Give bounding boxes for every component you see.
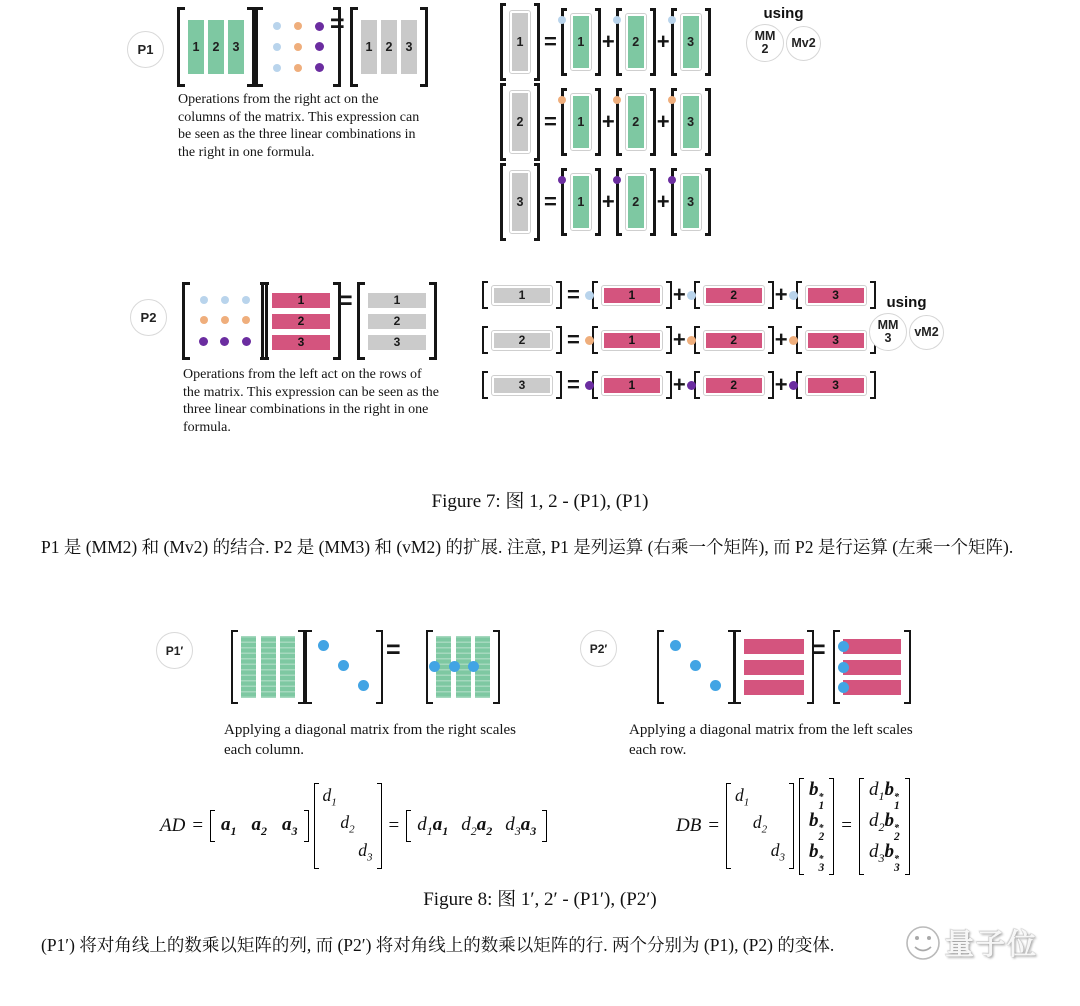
plus-sign: + [656,189,670,214]
bracket-left [357,282,365,360]
scale-dot [468,661,479,672]
using-label: using [886,294,927,311]
matrix-row: 1 [272,293,330,308]
matrix-column [241,636,256,698]
equals-sign: = [567,327,580,352]
plus-sign: + [774,327,788,352]
p2prime-badge [580,630,617,667]
plus-sign: + [656,29,670,54]
row-label: 2 [706,333,762,348]
bracket-left [350,7,358,87]
p2-using [869,294,944,351]
equals-sign: = [544,29,557,54]
equation-term [616,168,656,236]
equals-sign: = [708,815,720,836]
p1-badge [127,31,164,68]
equals-sign: = [544,189,557,214]
coefficient-dot [687,336,696,345]
diagonal-dots [667,633,725,701]
equals-sign: = [388,815,400,836]
using-label: using [763,5,804,22]
equation-row [500,2,711,82]
column-label: 2 [628,176,644,228]
equation-term [687,371,774,399]
bracket-left [657,630,664,704]
bracket-right [298,630,305,704]
equation-term [616,88,656,156]
equals-sign: = [386,636,401,664]
column-label: 3 [512,173,528,231]
coefficient-dot [789,291,798,300]
result-vector: $d_1a_1$ $d_2a_2$ $d_3a_3$ [406,810,547,843]
equation-row [482,280,876,310]
column-vector: b * 1 b * 2 b * 3 [799,778,834,875]
equals-sign: = [192,815,204,836]
matrix-row [744,639,804,654]
equation-term [561,8,601,76]
column-label: 3 [683,16,699,68]
p1prime-matrix-a [231,630,305,704]
plus-sign: + [601,109,615,134]
bracket-left [305,630,312,704]
equation-term [687,281,774,309]
bracket-right [493,630,500,704]
equation-term [585,371,672,399]
paragraph-2: (P1′) 将对角线上的数乘以矩阵的列, 而 (P2′) 将对角线上的数乘以矩阵的行. 两个分别为 (P1), (P2) 的变体. [41,935,835,955]
coefficient-dot [668,176,676,184]
equals-sign: = [544,109,557,134]
scale-dot [429,661,440,672]
matrix-row: 1 [368,293,426,308]
scaled-row [843,639,901,654]
p2prime-diagonal-matrix [657,630,735,704]
equals-sign: = [811,636,826,664]
coefficient-dot [585,381,594,390]
coefficient-dot [687,381,696,390]
coefficient-dot [613,16,621,24]
lhs-row [482,371,562,399]
matrix-column [280,636,295,698]
p1-using [746,5,821,62]
p2-caption: Operations from the left act on the rows of the matrix. This expression can be seen as the three linear combinations in the right in one formula. [183,367,439,435]
equation-term [789,281,876,309]
row-label: 2 [494,333,550,348]
matrix-column: 1 [361,20,377,74]
p1-dot-matrix [255,7,341,87]
scale-dot [838,662,849,673]
p1prime-result-matrix [426,630,500,704]
p1-equations [500,2,711,242]
formula-ad [160,782,547,870]
equation-term [687,326,774,354]
bracket-right [420,7,428,87]
p2-result-matrix [357,282,437,360]
column-label: 3 [683,96,699,148]
matrix-column: 2 [381,20,397,74]
bracket-right [247,7,255,87]
bracket-right [429,282,437,360]
bracket-left [231,630,238,704]
plus-sign: + [601,29,615,54]
lhs-row [482,326,562,354]
scaled-column [475,636,490,698]
row-label: 3 [808,333,864,348]
equation-term [585,281,672,309]
equation-row [482,325,876,355]
column-label: 2 [628,96,644,148]
equation-term [561,168,601,236]
lhs-row [482,281,562,309]
coefficient-dot [789,381,798,390]
figure8-caption: Figure 8: 图 1′, 2′ - (P1′), (P2′) [423,889,657,910]
coefficient-dot [687,291,696,300]
p2-equations [482,280,876,415]
scaled-row [843,660,901,675]
equation-term [789,326,876,354]
p1-badge-label: P1 [137,42,154,57]
scale-dot [449,661,460,672]
formula-lhs: DB [676,815,702,836]
watermark-text: 量子位 [945,927,1039,961]
dot-grid [193,290,257,352]
lhs-column [500,163,540,241]
coefficient-dot [668,96,676,104]
figure7-caption: Figure 7: 图 1, 2 - (P1), (P1) [431,491,649,512]
coefficient-dot [585,291,594,300]
paragraph-1: P1 是 (MM2) 和 (Mv2) 的结合. P2 是 (MM3) 和 (vM2) 的扩展. 注意, P1 是列运算 (右乘一个矩阵), 而 P2 是行运算 (左乘一个矩阵). [41,537,1014,557]
p2prime-matrix-b [734,630,814,704]
p1prime-caption: Applying a diagonal matrix from the right scales each column. [224,722,517,758]
row-label: 2 [706,288,762,303]
column-label: 1 [573,16,589,68]
equals-sign: = [841,815,853,836]
p1-caption: Operations from the right act on the columns of the matrix. This expression can be seen as the three linear combinations in the right in one formula. [178,92,420,160]
matrix-column: 3 [401,20,417,74]
column-label: 1 [512,13,528,71]
qbitai-watermark [903,922,1038,963]
matrix-row: 3 [368,335,426,350]
scaled-row [843,680,901,695]
equation-term [585,326,672,354]
matrix-column: 2 [208,20,224,74]
lhs-column [500,3,540,81]
matrix-row: 2 [368,314,426,329]
p2-badge [130,299,167,336]
plus-sign: + [774,282,788,307]
equals-sign: = [567,372,580,397]
coefficient-dot [558,96,566,104]
row-vector: $a_1$ $a_2$ $a_3$ [210,810,309,843]
matrix-row [744,660,804,675]
qbitai-logo-icon [903,923,943,963]
bracket-right [376,630,383,704]
p1prime-badge-label: P1′ [165,643,184,658]
plus-sign: + [672,327,686,352]
p1-result-matrix [350,7,428,87]
row-label: 1 [494,288,550,303]
equation-row [500,82,711,162]
equation-row [500,162,711,242]
coefficient-dot [558,16,566,24]
plus-sign: + [601,189,615,214]
equals-sign: = [330,10,345,38]
matrix-column: 3 [228,20,244,74]
equals-sign: = [567,282,580,307]
column-label: 1 [573,176,589,228]
p2-matrix-b [261,282,341,360]
coefficient-dot [613,176,621,184]
diagonal-dots [315,633,373,701]
row-label: 3 [808,378,864,393]
row-label: 3 [808,288,864,303]
bracket-left [177,7,185,87]
coefficient-dot [558,176,566,184]
plus-sign: + [656,109,670,134]
coefficient-dot [613,96,621,104]
p2prime-result-matrix [833,630,911,704]
matrix-column: 1 [188,20,204,74]
plus-sign: + [774,372,788,397]
formula-lhs: AD [160,815,186,836]
mm2-badge: MM 2 [746,24,784,62]
mm3-badge: MM 3 [869,313,907,351]
row-label: 1 [604,378,660,393]
row-label: 2 [706,378,762,393]
matrix-column [261,636,276,698]
p1-matrix-a [177,7,255,87]
result-column: $d_1b$ * 1 $d_2b$ * 2 $d_3b$ * 3 [859,778,910,875]
scale-dot [838,682,849,693]
scale-dot [838,641,849,652]
p2prime-caption: Applying a diagonal matrix from the left scales each row. [629,722,913,758]
lhs-column [500,83,540,161]
mv2-badge: Mv2 [786,26,821,61]
matrix-row [744,680,804,695]
column-label: 3 [683,176,699,228]
vm2-badge: vM2 [909,315,944,350]
bracket-left [261,282,269,360]
coefficient-dot [668,16,676,24]
matrix-row: 2 [272,314,330,329]
equation-term [671,88,711,156]
equation-term [789,371,876,399]
row-label: 1 [604,288,660,303]
p2-badge-label: P2 [140,310,157,325]
column-label: 2 [628,16,644,68]
bracket-left [255,7,263,87]
row-label: 3 [494,378,550,393]
bracket-left [182,282,190,360]
plus-sign: + [672,372,686,397]
row-label: 1 [604,333,660,348]
coefficient-dot [789,336,798,345]
p2prime-badge-label: P2′ [589,641,608,656]
diagonal-matrix: $d_1$ $d_2$ $d_3$ [726,783,794,870]
equation-term [671,168,711,236]
column-label: 1 [573,96,589,148]
equals-sign: = [338,287,353,315]
equation-term [671,8,711,76]
p2-dot-matrix [182,282,268,360]
bracket-right [904,630,911,704]
bracket-left [734,630,741,704]
column-label: 2 [512,93,528,151]
p1prime-badge [156,632,193,669]
equation-term [561,88,601,156]
coefficient-dot [585,336,594,345]
equation-row [482,370,876,400]
formula-db [676,778,910,874]
diagonal-matrix: $d_1$ $d_2$ $d_3$ [314,783,382,870]
matrix-row: 3 [272,335,330,350]
p1prime-diagonal-matrix [305,630,383,704]
dot-grid [266,16,330,78]
equation-term [616,8,656,76]
plus-sign: + [672,282,686,307]
